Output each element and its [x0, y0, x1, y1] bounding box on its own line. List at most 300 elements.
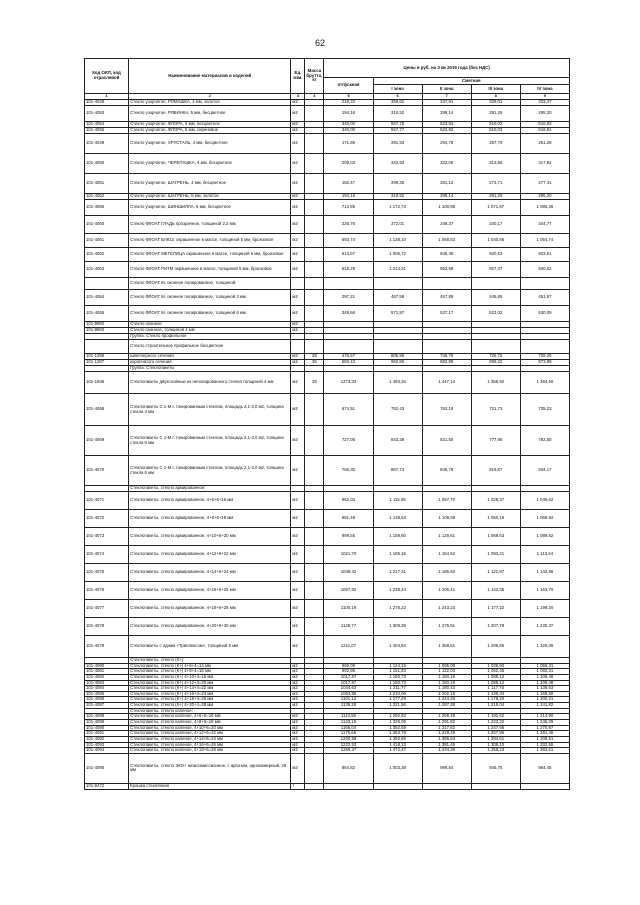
price-zone-3: 1 062,45 [471, 669, 520, 675]
item-name: Стекло ФЛОАТ М, оконное полированное, толщиной: [129, 278, 291, 290]
price-zone-3: 1 089,12 [471, 674, 520, 680]
header-zone: III зона [471, 85, 520, 94]
item-unit: м2 [291, 669, 305, 675]
item-unit: м2 [291, 510, 305, 528]
price-release: 340,00 [324, 122, 373, 128]
price-release: 618,29 [324, 262, 373, 278]
price-zone-4: 1 332,55 [520, 742, 569, 748]
item-code: 101-4087 [85, 703, 129, 709]
item-code: 101-4093 [85, 742, 129, 748]
item-name: Стекло узорчатое, РЯБИНКА, 5 мм, бесцветное [129, 106, 291, 122]
price-zone-2: 1 328,49 [422, 731, 471, 737]
item-name: Стеклопакеты, стекло (К+) 4+16+4=24 мм [129, 691, 291, 697]
item-unit: м2 [291, 372, 305, 394]
price-zone-2: 762,19 [422, 394, 471, 426]
price-zone-2: 846,79 [422, 456, 471, 486]
price-zone-3: 1 295,85 [471, 636, 520, 658]
price-zone-1: 962,86 [373, 360, 422, 366]
price-zone-3: 1 050,19 [471, 510, 520, 528]
price-zone-4: 344,77 [520, 216, 569, 234]
item-code: 101-4048 [85, 100, 129, 106]
price-zone-3: 1 178,20 [471, 697, 520, 703]
price-zone-1: 1 292,93 [373, 714, 422, 720]
price-zone-1: 1 211,77 [373, 686, 422, 692]
price-zone-2: 1 150,19 [422, 674, 471, 680]
table-row [85, 340, 570, 354]
price-zone-4: 1 082,31 [520, 669, 569, 675]
item-code: 101-4049 [85, 134, 129, 154]
column-number: 8 [471, 94, 520, 100]
price-zone-1: 1 006,72 [373, 248, 422, 262]
item-mass [305, 134, 324, 154]
item-unit [291, 340, 305, 354]
price-zone-1: 1 309,39 [373, 618, 422, 636]
price-zone-2: 264,78 [422, 134, 471, 154]
price-release: 194,16 [324, 194, 373, 200]
column-number: 6 [373, 94, 422, 100]
price-zone-4: 1 054,74 [520, 234, 569, 248]
item-unit: м2 [291, 134, 305, 154]
price-zone-2: 1 068,83 [422, 234, 471, 248]
price-zone-3: 1 257,96 [471, 731, 520, 737]
price-zone-2: 1 129,61 [422, 528, 471, 546]
price-zone-2: 1 154,52 [422, 546, 471, 564]
item-name: Стеклопакеты, стекло (К+) 4+18+4=26 мм [129, 697, 291, 703]
item-name: Стеклопакеты С 1-М с тонированным стеклом, площадь 2,1-3,0 м2, толщина стекла 5 мм [129, 426, 291, 456]
table-row [85, 582, 570, 600]
item-code: 101-4060 [85, 216, 129, 234]
price-release: 348,66 [324, 306, 373, 322]
item-name: Стеклопакеты, стекло каленое, 4+6+6=16 мм [129, 714, 291, 720]
item-code: 101-4053 [85, 106, 129, 122]
item-code: 101-4068 [85, 394, 129, 426]
price-release: 1063,85 [324, 691, 373, 697]
price-zone-2: 882,89 [422, 360, 471, 366]
table-row [85, 492, 570, 510]
item-unit: м2 [291, 394, 305, 426]
price-release: 219,33 [324, 100, 373, 106]
price-zone-3 [471, 340, 520, 354]
price-zone-4: 1 383,61 [520, 748, 569, 754]
price-zone-1: 299,35 [373, 174, 422, 194]
item-mass [305, 600, 324, 618]
price-zone-1: 1 493,26 [373, 372, 422, 394]
item-name: Группа: Стекло профильное [129, 334, 291, 340]
price-zone-4: 1 394,60 [520, 372, 569, 394]
price-zone-2: 952,58 [422, 262, 471, 278]
table-row [85, 456, 570, 486]
price-zone-1: 1 138,53 [373, 510, 422, 528]
price-zone-2: 1 185,83 [422, 564, 471, 582]
table-row [85, 216, 570, 234]
item-mass: 29 [305, 372, 324, 394]
price-release: 1114,59 [324, 714, 373, 720]
item-unit: м2 [291, 492, 305, 510]
table-row [85, 600, 570, 618]
item-unit [291, 278, 305, 290]
header-name: Наименование материалов и изделий [129, 59, 291, 94]
item-unit: м2 [291, 528, 305, 546]
price-zone-3 [471, 278, 520, 290]
item-mass: 35 [305, 360, 324, 366]
item-mass [305, 546, 324, 564]
price-zone-3: 1 223,22 [471, 720, 520, 726]
price-zone-2: 1 150,19 [422, 680, 471, 686]
price-zone-1: 1 404,84 [373, 636, 422, 658]
table-row [85, 753, 570, 783]
item-name: Стекло узорчатое, ШАГРЕНЬ, 4 мм, бесцветное [129, 174, 291, 194]
price-zone-4: 1 086,36 [520, 200, 569, 216]
item-unit: м2 [291, 636, 305, 658]
item-name: Стеклопакеты, стекло армированное, 4+10+6+20 мм [129, 528, 291, 546]
table-row [85, 134, 570, 154]
price-release: 171,86 [324, 134, 373, 154]
price-zone-3: 273,71 [471, 174, 520, 194]
price-zone-4: 1 143,86 [520, 564, 569, 582]
item-mass [305, 174, 324, 194]
item-unit: м2 [291, 703, 305, 709]
item-unit: м2 [291, 200, 305, 216]
item-code: 101-4091 [85, 731, 129, 737]
table-row [85, 200, 570, 216]
item-unit: м2 [291, 248, 305, 262]
price-zone-1: 1 159,60 [373, 528, 422, 546]
price-zone-1: 1 151,83 [373, 669, 422, 675]
price-zone-4 [520, 278, 569, 290]
price-zone-2: 1 087,70 [422, 492, 471, 510]
price-zone-3: 1 358,23 [471, 748, 520, 754]
price-zone-4: 735,23 [520, 394, 569, 426]
item-mass [305, 154, 324, 174]
price-zone-1: 1 321,56 [373, 703, 422, 709]
column-number: 9 [520, 94, 569, 100]
price-zone-4: 1 138,63 [520, 686, 569, 692]
item-unit: м2 [291, 128, 305, 134]
price-zone-3: 819,87 [471, 456, 520, 486]
item-name: Стекло оконное [129, 322, 291, 328]
header-release-price: отпускная [324, 78, 373, 94]
item-name: Стекло узорчатое, ЧЕРЕПАШКА, 4 мм, бесцветное [129, 154, 291, 174]
price-zone-2: 1 275,51 [422, 618, 471, 636]
price-zone-1: 867,74 [373, 456, 422, 486]
price-zone-1: 1 238,44 [373, 582, 422, 600]
table-row [85, 372, 570, 394]
item-unit: м2 [291, 564, 305, 582]
table-row [85, 564, 570, 582]
item-unit: м2 [291, 194, 305, 200]
item-name: Стекло ФЛОАТ РИТМ окрашенное в массе, толщиной 5 мм, бронзовое [129, 262, 291, 278]
price-zone-4: 1 230,37 [520, 618, 569, 636]
price-release: 226,76 [324, 216, 373, 234]
item-code: 101-4084 [85, 686, 129, 692]
price-release: 864,82 [324, 753, 373, 783]
price-zone-3: 340,17 [471, 216, 520, 234]
price-release: 981,48 [324, 510, 373, 528]
item-name: Стеклопакеты, стекло (К+) 4+14+4=22 мм [129, 686, 291, 692]
price-zone-3: 1 089,12 [471, 680, 520, 686]
price-release: 1017,87 [324, 680, 373, 686]
price-zone-3: 1 308,10 [471, 742, 520, 748]
item-code: 101-4054 [85, 122, 129, 128]
item-name: Стекло ФЛОАТ М, оконное полированное, толщиной 6 мм [129, 306, 291, 322]
item-unit: м2 [291, 354, 305, 360]
price-zone-4: 1 069,82 [520, 510, 569, 528]
item-mass [305, 426, 324, 456]
item-code: 101-4073 [85, 528, 129, 546]
table-row [85, 248, 570, 262]
price-release: 674,51 [324, 394, 373, 426]
price-zone-2: 523,82 [422, 128, 471, 134]
item-unit: м2 [291, 582, 305, 600]
price-zone-1: 1 217,31 [373, 564, 422, 582]
price-zone-2: 1 287,38 [422, 703, 471, 709]
price-zone-3: 945,75 [471, 753, 520, 783]
page-number: 62 [314, 38, 325, 48]
item-name: Стекло узорчатое, ФЛОРА, 5 мм, сиреневое [129, 128, 291, 134]
price-release: 1049,42 [324, 564, 373, 582]
item-code: 101-4061 [85, 234, 129, 248]
price-release: 583,43 [324, 360, 373, 366]
column-number: 7 [422, 94, 471, 100]
table-row [85, 510, 570, 528]
header-zone: II зона [422, 85, 471, 94]
price-zone-2: 1 291,82 [422, 720, 471, 726]
item-name: Стекло строительное профильное бесцветное [129, 340, 291, 354]
price-zone-4: 1 281,46 [520, 731, 569, 737]
price-zone-2: 322,05 [422, 154, 471, 174]
table-row [85, 546, 570, 564]
item-mass [305, 510, 324, 528]
price-release: 727,05 [324, 426, 373, 456]
table-row [85, 278, 570, 290]
item-name: Стеклопакеты, стекло (К+) 4+6+4=14 мм [129, 663, 291, 669]
price-zone-3: 1 219,04 [471, 703, 520, 709]
price-zone-4: 1 199,20 [520, 600, 569, 618]
price-release: 1067,82 [324, 582, 373, 600]
table-row [85, 618, 570, 636]
price-zone-2: 457,89 [422, 290, 471, 306]
column-number: 3 [291, 94, 305, 100]
price-release: 1166,04 [324, 725, 373, 731]
price-zone-2: 299,14 [422, 106, 471, 122]
item-code: 101-4065 [85, 306, 129, 322]
price-zone-3: 1 177,22 [471, 600, 520, 618]
item-unit: м2 [291, 680, 305, 686]
price-release: 992,95 [324, 669, 373, 675]
item-unit: м2 [291, 426, 305, 456]
item-name: Стекло ФЛОАТ МЕТЕЛИЦА окрашенное в массе, толщиной 6 мм, бронзовое [129, 248, 291, 262]
item-name: Стеклопакеты, стекло ЭКО+ низкоэмиссионное, с аргоном, однокамерный, 28 мм [129, 753, 291, 783]
price-zone-2: 1 109,08 [422, 510, 471, 528]
item-unit: м2 [291, 736, 305, 742]
item-name: Стекло оконное, толщиной 4 мм [129, 328, 291, 334]
table-row [85, 394, 570, 426]
price-zone-3: 1 122,87 [471, 564, 520, 582]
price-zone-4: 1 270,97 [520, 725, 569, 731]
item-code: 101-4063 [85, 262, 129, 278]
price-zone-3: 1 071,67 [471, 200, 520, 216]
table-row [85, 306, 570, 322]
price-zone-3: 291,26 [471, 194, 520, 200]
item-code: 101-4077 [85, 600, 129, 618]
item-code: 101-4056 [85, 200, 129, 216]
item-mass [305, 564, 324, 582]
price-zone-4: 1 308,61 [520, 736, 569, 742]
price-zone-3: 445,85 [471, 290, 520, 306]
price-zone-1: 805,96 [373, 354, 422, 360]
item-unit: м2 [291, 456, 305, 486]
price-zone-2: 281,12 [422, 174, 471, 194]
price-zone-3: 510,03 [471, 128, 520, 134]
price-zone-1: 359,62 [373, 100, 422, 106]
price-release: 209,03 [324, 154, 373, 174]
item-name: Стеклопакеты, стекло армированное, 4+18+6+28 мм [129, 600, 291, 618]
header-unit: Ед. изм. [291, 59, 305, 94]
item-mass [305, 618, 324, 636]
item-name: Стеклопакеты С 1-М с тонированным стеклом, площадь 2,1-3,0 м2, толщина стекла 4 мм [129, 394, 291, 426]
price-zone-1: 372,01 [373, 216, 422, 234]
item-unit: м2 [291, 686, 305, 692]
price-zone-1: 342,93 [373, 154, 422, 174]
price-zone-4: 333,47 [520, 100, 569, 106]
item-mass [305, 262, 324, 278]
item-name: Стеклопакеты, стекло (К+) 4+12+4=20 мм [129, 680, 291, 686]
price-release: 766,30 [324, 456, 373, 486]
price-release: 1211,07 [324, 636, 373, 658]
price-zone-4: 1 056,31 [520, 663, 569, 669]
price-zone-3: 920,53 [471, 248, 520, 262]
item-unit: м2 [291, 174, 305, 194]
item-code: 101-4052 [85, 194, 129, 200]
price-zone-1 [373, 278, 422, 290]
price-zone-3: 1 040,66 [471, 234, 520, 248]
price-zone-2 [422, 783, 471, 789]
table-row [85, 783, 570, 789]
price-zone-4 [520, 340, 569, 354]
price-zone-2: 746,79 [422, 354, 471, 360]
price-zone-4: 1 246,09 [520, 720, 569, 726]
price-zone-1: 1 180,73 [373, 674, 422, 680]
price-zone-4: 516,93 [520, 122, 569, 128]
price-zone-1: 1 326,09 [373, 720, 422, 726]
item-name: Стеклопакеты С 1-М с тонированным стеклом, площадь 2,1-3,0 м2, толщина стекла 6 мм [129, 456, 291, 486]
price-zone-1: 1 124,15 [373, 663, 422, 669]
price-zone-4: 1 214,90 [520, 714, 569, 720]
table-row [85, 106, 570, 122]
item-code: 101-1287 [85, 360, 129, 366]
item-name: Стеклопакеты, стекло армированное, 4+14+6+24 мм [129, 564, 291, 582]
item-code: 101-4064 [85, 290, 129, 306]
item-unit: м2 [291, 106, 305, 122]
price-zone-2: 1 206,41 [422, 582, 471, 600]
price-release: 613,67 [324, 248, 373, 262]
item-unit: м2 [291, 100, 305, 106]
price-zone-1: 1 003,38 [373, 753, 422, 783]
item-unit: м2 [291, 720, 305, 726]
item-code: 101-4082 [85, 674, 129, 680]
item-code: 101-4074 [85, 546, 129, 564]
item-mass [305, 492, 324, 510]
price-zone-2: 1 259,49 [422, 714, 471, 720]
price-zone-1: 1 172,73 [373, 200, 422, 216]
price-zone-4: 1 163,70 [520, 582, 569, 600]
item-name: Стеклопакеты двухслойные из неполированного стекла толщиной 4 мм [129, 372, 291, 394]
price-release: 1021,70 [324, 546, 373, 564]
price-release: 714,85 [324, 200, 373, 216]
price-zone-4: 277,41 [520, 174, 569, 194]
item-unit: м2 [291, 674, 305, 680]
price-zone-1: 281,93 [373, 134, 422, 154]
item-name: Стеклопакеты, стекло армированное, 4+8+6+18 мм [129, 510, 291, 528]
item-code: 101-9882 [85, 322, 129, 328]
item-unit: м2 [291, 697, 305, 703]
price-zone-4: 1 089,62 [520, 528, 569, 546]
item-name: Стеклопакеты, стекло армированное, 4+20+6+30 мм [129, 618, 291, 636]
item-mass: 28 [305, 354, 324, 360]
price-zone-1: 557,77 [373, 128, 422, 134]
price-zone-2: 1 317,62 [422, 725, 471, 731]
price-zone-4: 1 200,21 [520, 697, 569, 703]
price-zone-1: 782,43 [373, 394, 422, 426]
item-name: Стекло ФЛОАТ БЛЮЗ, окрашенное в массе, толщиной 5 мм, бронзовое [129, 234, 291, 248]
price-zone-2: 1 202,15 [422, 691, 471, 697]
item-name: Крошка стеклянная [129, 783, 291, 789]
price-zone-2: 1 244,26 [422, 697, 471, 703]
table-header [85, 59, 570, 100]
item-mass [305, 340, 324, 354]
price-zone-2: 1 100,98 [422, 200, 471, 216]
price-zone-4: 873,99 [520, 360, 569, 366]
table-row [85, 528, 570, 546]
item-unit: м2 [291, 748, 305, 754]
item-code: 101-4078 [85, 618, 129, 636]
item-code: 101-4092 [85, 736, 129, 742]
item-code: 101-4072 [85, 510, 129, 528]
price-zone-2: 1 122,03 [422, 669, 471, 675]
price-zone-4: 1 109,48 [520, 674, 569, 680]
item-mass [305, 248, 324, 262]
item-code: 101-4095 [85, 753, 129, 783]
price-zone-2: 1 381,45 [422, 742, 471, 748]
price-zone-2: 1 243,23 [422, 600, 471, 618]
item-mass [305, 216, 324, 234]
price-zone-3: 721,73 [471, 394, 520, 426]
item-unit: м2 [291, 262, 305, 278]
price-table [84, 58, 570, 790]
price-zone-1: 557,78 [373, 122, 422, 128]
price-release: 194,16 [324, 106, 373, 122]
price-release: 1143,19 [324, 720, 373, 726]
item-code: 101-4062 [85, 248, 129, 262]
item-name: Стеклопакеты, стекло каленое, 4+10+6=20 мм [129, 725, 291, 731]
price-zone-1: 1 115,95 [373, 492, 422, 510]
price-zone-4: 1 159,60 [520, 691, 569, 697]
price-zone-4: 451,87 [520, 290, 569, 306]
header-zone: I зона [373, 85, 422, 94]
item-code: 101-4070 [85, 456, 129, 486]
price-release: 1100,19 [324, 600, 373, 618]
price-zone-4: 295,20 [520, 194, 569, 200]
item-name: Стеклопакеты, стекло армированное, 4+16+6+26 мм [129, 582, 291, 600]
price-zone-1: 1 185,16 [373, 546, 422, 564]
price-zone-1 [373, 783, 422, 789]
price-zone-1: 1 363,78 [373, 731, 422, 737]
price-zone-3: 1 093,21 [471, 546, 520, 564]
price-zone-4: 940,02 [520, 262, 569, 278]
column-number: 1 [85, 94, 129, 100]
price-release: 1101,12 [324, 697, 373, 703]
item-unit: м2 [291, 154, 305, 174]
